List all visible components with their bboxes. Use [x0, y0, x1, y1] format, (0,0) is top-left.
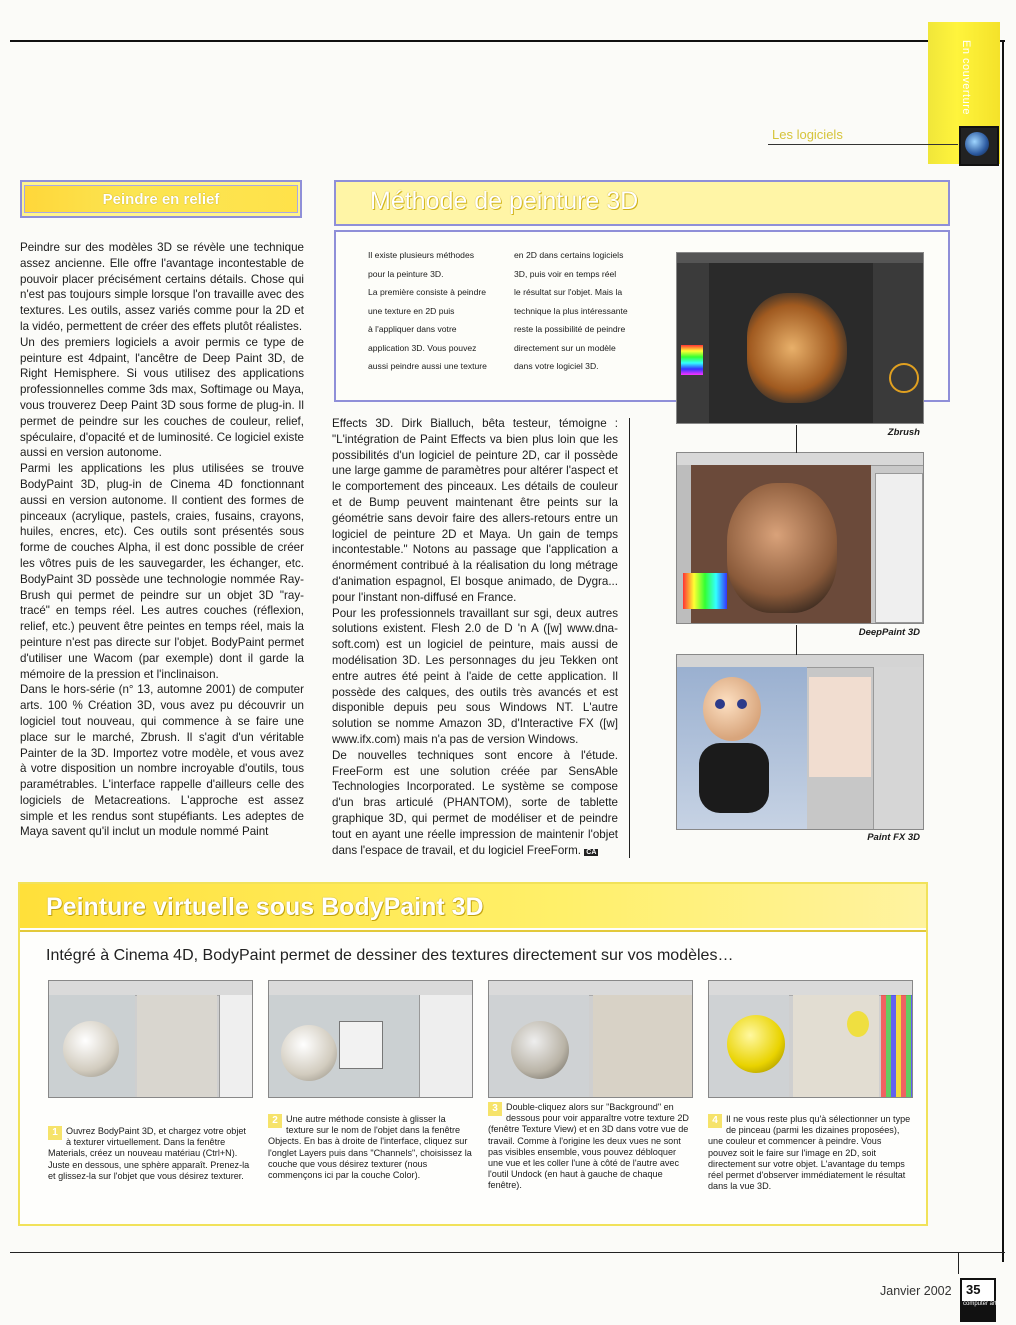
- step-1-text: Ouvrez BodyPaint 3D, et chargez votre objet à texturer virtuellement. Dans la fenêtre Materials, créez un nouveau matériau (Ctrl+N). Juste en dessous, une sphère apparaît. Prenez-la et glissez-la sur l'objet que vous désirez texturer.: [48, 1126, 250, 1181]
- method-line: dans votre logiciel 3D.: [514, 361, 599, 371]
- step-1-screenshot: [48, 980, 253, 1098]
- middle-paragraph-2: Pour les professionnels travaillant sur sgi, deux autres solutions existent. Flesh 2.0 de D 'n A ([w] www.dna-soft.com) est un logiciel de peinture, mais aussi de modélisation 3D. Les personnages du jeu Tekken ont entre autres été peint à l'aide de cette application. Il possède des calques, des outils très avancés et est disponible depuis peu sous Windows NT. L'autre solution se nomme Amazon 3D, d'Interactive FX ([w] www.ifx.com) mais n'a pas de version Windows.: [332, 606, 618, 746]
- method-line: à l'appliquer dans votre: [368, 324, 457, 334]
- bodypaint-title: Peinture virtuelle sous BodyPaint 3D: [46, 893, 484, 921]
- step-4-screenshot: [708, 980, 913, 1098]
- left-column: [20, 240, 304, 840]
- right-rule: [1002, 40, 1004, 1262]
- page-number: 35: [966, 1282, 981, 1297]
- left-paragraph-3: Parmi les applications les plus utilisées se trouve BodyPaint 3D, plug-in de Cinema 4D fonctionnant aussi en version autonome. Il contient des formes de pinceaux (acrylique, pastels, craies, fusains, crayons, huiles, encres, etc). Ces outils sont présentés sous forme de couches Alpha, il est donc possible de créer les vôtres puis de les sauvegarder, les échanger, etc. BodyPaint 3D possède une technologie nommée Ray-Brush qui permet de peindre sur un objet 3D "ray-tracé" en temps réel. Les autres couches (réflexion, relief, etc.) peuvent être peintes en temps réel, mais la peinture n'est pas directe sur l'objet. BodyPaint permet d'utiliser une Wacom (par exemple) dont il garde la mémoire de la pression et l'inclinaison.: [20, 462, 304, 681]
- section-label: Les logiciels: [772, 127, 843, 142]
- globe-icon: [965, 132, 989, 156]
- left-paragraph-1: Peindre sur des modèles 3D se révèle une technique assez ancienne. Elle offre l'avantage incontestable de pouvoir placer précisément certains détails. Chose qui n'est pas toujours simple lorsque l'on travaille avec des textures. Les outils, assez variés comme pour la 2D et la vidéo, permettent de créer des effets plutôt réalistes.: [20, 241, 304, 333]
- step-3-text: Double-cliquez alors sur "Background" en dessous pour voir apparaître votre texture 2D (fenêtre Texture View) et en 3D dans votre vue de travail. Comme à l'origine les deux vues ne sont pas visibles ensemble, vous pouvez débloquer une vue et les coller l'une à côté de l'autre avec l'outil Undock (en haut à gauche de chaque fenêtre).: [488, 1102, 689, 1191]
- step-3-screenshot: [488, 980, 693, 1098]
- step-4: [708, 1114, 913, 1192]
- bodypaint-intro: Intégré à Cinema 4D, BodyPaint permet de dessiner des textures directement sur vos modèles…: [46, 947, 734, 964]
- method-line: en 2D dans certains logiciels: [514, 250, 624, 260]
- method-line: pour la peinture 3D.: [368, 268, 444, 279]
- middle-paragraph-3-text: De nouvelles techniques sont encore à l'étude. FreeForm est une solution créée par SensAble Technologies Incorporated. Le système se compose d'un bras articulé (PHANTOM), sorte de tablette graphique 3D, qui permet de modéliser et de peindre tout en ayant une réelle impression de maintenir l'objet dans l'espace de travail, et du logiciel FreeForm.: [332, 748, 618, 857]
- section-underline: [768, 144, 958, 145]
- footer-divider: [958, 1252, 959, 1274]
- left-paragraph-4: Dans le hors-série (n° 13, automne 2001) de computer arts. 100 % Création 3D, vous avez pu découvrir un logiciel tout nouveau, qui commence à se faire une place sur le marché, Zbrush. Il s'agit d'un véritable Painter de la 3D. Importez votre modèle, et vous avez à votre disposition un nombre incroyable d'outils, tous paramétrables. L'interface rappelle d'ailleurs celle des logiciels de Metacreations. L'approche est assez simple et les rendus sont stupéfiants. Les adeptes de Maya savent qu'il inclut un module nommé Paint: [20, 683, 304, 839]
- connector-line: [796, 425, 797, 453]
- zbrush-screenshot: [676, 252, 924, 424]
- step-4-number: 4: [708, 1114, 722, 1128]
- method-line: reste la possibilité de peindre: [514, 324, 626, 334]
- method-line: une texture en 2D puis: [368, 305, 455, 316]
- footer-rule: [10, 1252, 1005, 1253]
- step-4-text: Il ne vous reste plus qu'à sélectionner un type de pinceau (parmi les dizaines proposées), une couleur et commencer à peindre. Vous pouvez soit le faire sur l'image en 2D, soit directement sur votre objet. L'avantage du temps réel permet d'observer immédiatement le résultat dans la vue 3D.: [708, 1114, 911, 1192]
- deeppaint-caption: DeepPaint 3D: [858, 627, 920, 638]
- paintfx-screenshot: [676, 654, 924, 830]
- section-tab-label: En couverture: [960, 40, 972, 115]
- connector-line: [796, 625, 797, 655]
- method-line: 3D, puis voir en temps réel: [514, 268, 617, 279]
- left-heading: Peindre en relief: [24, 185, 298, 213]
- step-2-screenshot: [268, 980, 473, 1098]
- left-heading-box: [20, 180, 302, 218]
- bodypaint-title-underline: [20, 930, 926, 932]
- method-title: Méthode de peinture 3D: [370, 187, 639, 215]
- method-line: technique la plus intéressante: [514, 305, 628, 316]
- page-date: Janvier 2002: [880, 1284, 952, 1298]
- middle-paragraph-3: [332, 749, 618, 857]
- zbrush-caption: Zbrush: [887, 427, 920, 438]
- column-divider: [629, 418, 630, 858]
- step-2: [268, 1114, 473, 1181]
- brand-label: computer arts: [963, 1301, 1000, 1307]
- step-2-number: 2: [268, 1114, 282, 1128]
- method-line: application 3D. Vous pouvez: [368, 342, 477, 353]
- deeppaint-screenshot: [676, 452, 924, 624]
- method-line: La première consiste à peindre: [368, 287, 486, 297]
- method-column-2: [514, 246, 654, 376]
- end-mark-icon: CA: [586, 848, 597, 856]
- method-title-box: [334, 180, 950, 226]
- step-3: [488, 1102, 693, 1192]
- middle-column: [332, 416, 618, 860]
- method-line: le résultat sur l'objet. Mais la: [514, 287, 623, 297]
- paintfx-caption: Paint FX 3D: [867, 832, 920, 843]
- method-line: Il existe plusieurs méthodes: [368, 250, 475, 260]
- step-1-number: 1: [48, 1126, 62, 1140]
- middle-paragraph-1: Effects 3D. Dirk Bialluch, bêta testeur, témoigne : "L'intégration de Paint Effects va bien plus loin que les possibilités d'un logiciel de peinture 2D, car il possède une large gamme de paramètres pour altérer l'aspect et le comportement des pinceaux. Les détails de couleur et de Bump peuvent maintenant être peints sur la géométrie sans devoir faire des allers-retours entre un logiciel de peinture 2D et Maya. Un gain de temps incontestable." Notons au passage que l'application a énormément contribué à la réalisation du long métrage d'animation espagnol, El bosque animado, de Dygra... pour l'instant non-diffusé en France.: [332, 417, 618, 604]
- method-line: directement sur un modèle: [514, 342, 616, 353]
- left-paragraph-2: Un des premiers logiciels a avoir permis ce type de peinture est 4dpaint, l'ancêtre de Deep Paint 3D, de Right Hemisphere. Si vous utilisez des applications professionnelles comme 3ds max, Softimage ou Maya, vous trouverez Deep Paint 3D sous forme de plug-in. Il permet de peindre sur les couches de couleur, relief, spéculaire, d'opacité et de luminosité. Ce logiciel existe aussi en version autonome.: [20, 335, 304, 460]
- top-rule: [10, 40, 1005, 42]
- step-2-text: Une autre méthode consiste à glisser la texture sur le nom de l'objet dans la fenêtre Objects. En bas à droite de l'interface, cliquez sur l'onglet Layers puis dans "Channels", choisissez la couche que vous désirez texturer (nous commençons ici par la couche Color).: [268, 1114, 472, 1181]
- step-1: [48, 1126, 253, 1182]
- method-line: aussi peindre aussi une texture: [368, 361, 487, 371]
- step-3-number: 3: [488, 1102, 502, 1116]
- method-column-1: [368, 246, 508, 376]
